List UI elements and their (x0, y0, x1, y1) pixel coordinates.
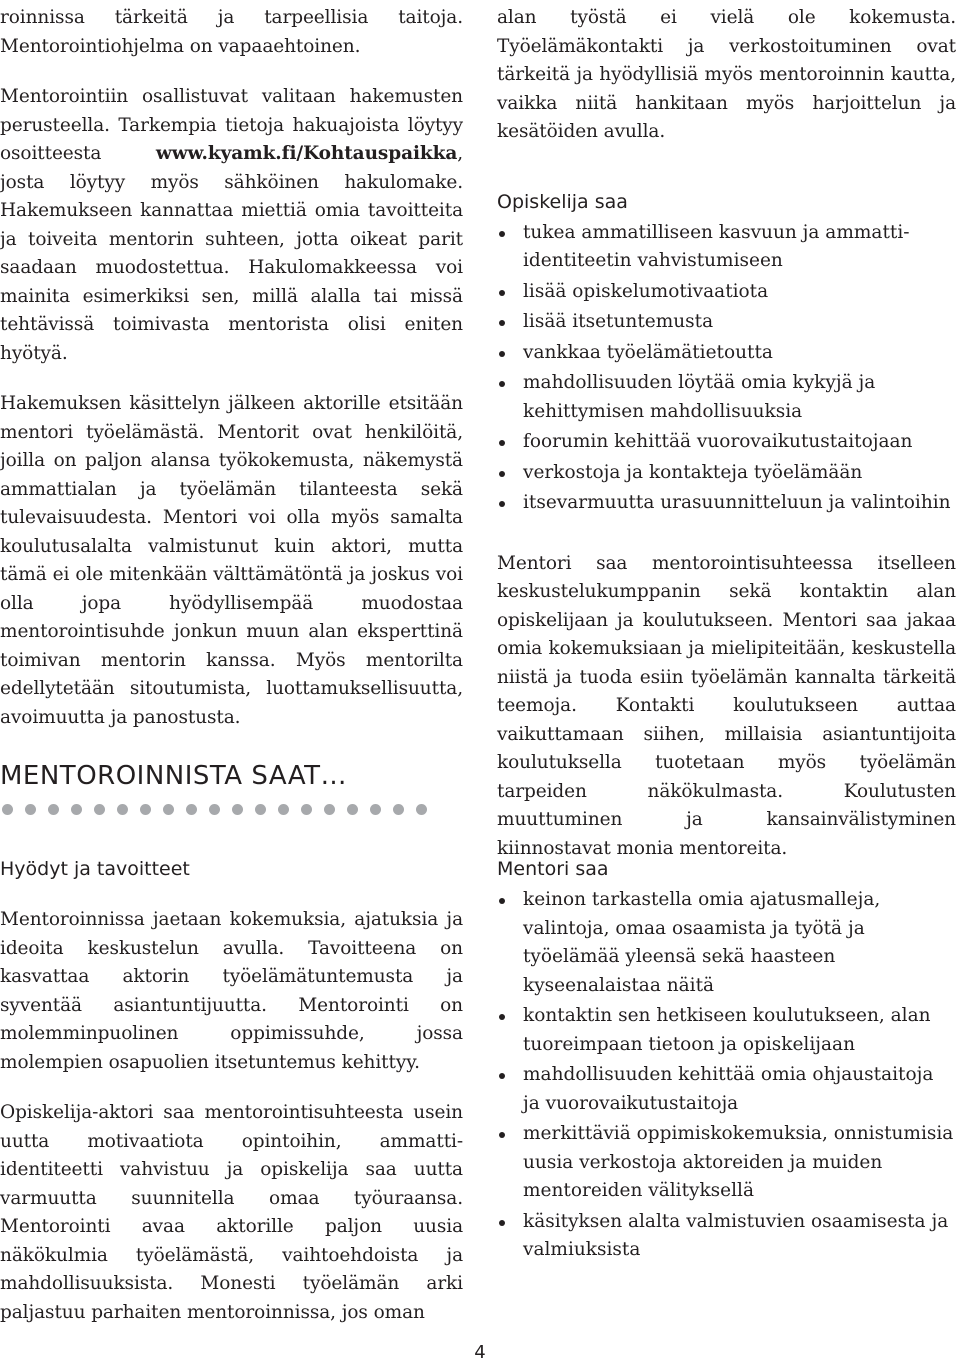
dot-icon (209, 804, 220, 815)
website-link[interactable]: www.kyamk.fi/Kohtauspaikka (155, 143, 458, 164)
dot-icon (278, 804, 289, 815)
dot-icon (255, 804, 266, 815)
list-item: käsityksen alalta valmistuvien osaamisesta ja valmiuksista (497, 1208, 956, 1265)
dot-icon (393, 804, 404, 815)
dot-icon (25, 804, 36, 815)
dot-icon (416, 804, 427, 815)
list-item: kontaktin sen hetkiseen koulutukseen, alan tuoreimpaan tietoon ja opiskelijaan (497, 1002, 956, 1059)
paragraph: roinnissa tärkeitä ja tarpeellisia taitoja. Mentorointiohjelma on vapaaehtoinen. (0, 7, 463, 57)
dot-icon (48, 804, 59, 815)
dot-icon (186, 804, 197, 815)
dot-icon (301, 804, 312, 815)
dot-icon (94, 804, 105, 815)
student-benefits-list (497, 219, 956, 518)
page-number: 4 (474, 1342, 486, 1363)
list-item: keinon tarkastella omia ajatusmalleja, valintoja, omaa osaamista ja työtä ja työelämää yleensä sekä haasteen kyseenalaistaa näitä (497, 886, 956, 1000)
dot-icon (347, 804, 358, 815)
list-item: itsevarmuutta urasuunnitteluun ja valintoihin (497, 489, 956, 518)
section-heading-block (0, 760, 470, 815)
dot-icon (71, 804, 82, 815)
list-item: lisää itsetuntemusta (497, 308, 956, 337)
paragraph: Opiskelija-aktori saa mentorointisuhteesta usein uutta motivaatiota opintoihin, ammatti-identiteetti vahvistuu ja opiskelija saa uutta varmuutta suunnitella omaa työuraansa. Mentorointi avaa aktorille paljon uusia näkökulmia työelämästä, vaihtoehdoista ja mahdollisuuksista. Monesti työelämän arki paljastuu parhaiten mentoroinnissa, jos oman (0, 1102, 463, 1323)
list-item: lisää opiskelumotivaatiota (497, 278, 956, 307)
mentor-heading: Mentori saa (497, 858, 609, 880)
dot-icon (324, 804, 335, 815)
dot-icon (2, 804, 13, 815)
dot-icon (140, 804, 151, 815)
list-item: tukea ammatilliseen kasvuun ja ammatti-identiteetin vahvistumiseen (497, 219, 956, 276)
dot-icon (232, 804, 243, 815)
list-item: merkittäviä oppimiskokemuksia, onnistumisia uusia verkostoja aktoreiden ja muiden mentoreiden välityksellä (497, 1120, 956, 1206)
right-column-top (497, 4, 956, 863)
list-item: mahdollisuuden kehittää omia ohjaustaitoja ja vuorovaikutustaitoja (497, 1061, 956, 1118)
list-item: mahdollisuuden löytää omia kykyjä ja kehittymisen mahdollisuuksia (497, 369, 956, 426)
dot-icon (117, 804, 128, 815)
dot-rule (0, 804, 470, 815)
student-heading: Opiskelija saa (497, 190, 628, 213)
section-heading: MENTOROINNISTA SAAT… (0, 761, 347, 791)
mentor-benefits-list (497, 886, 956, 1265)
right-column-bottom (497, 856, 956, 1267)
list-item: verkostoja ja kontakteja työelämään (497, 459, 956, 488)
benefits-heading: Hyödyt ja tavoitteet (0, 858, 190, 880)
paragraph: Mentori saa mentorointisuhteessa itselleen keskustelukumppanin sekä kontaktin alan opiskelijaan ja koulutukseen. Mentori saa jakaa omia kokemuksiaan ja mielipiteitään, keskustella niistä ja tuoda esiin työelämän kannalta tärkeitä teemoja. Kontakti koulutukseen auttaa vaikuttamaan siihen, millaisia asiantuntijoita koulutuksella tuotetaan myös työelämän tarpeiden näkökulmasta. Koulutusten muuttuminen ja kansainvälistyminen kiinnostavat monia mentoreita. (497, 552, 956, 859)
paragraph: Hakemuksen käsittelyn jälkeen aktorille etsitään mentori työelämästä. Mentorit ovat henkilöitä, joilla on paljon alansa työkokemusta, näkemystä ammattialan ja työelämän tilanteesta sekä tulevaisuudesta. Mentori voi olla myös samalta koulutusalalta valmistunut kuin aktori, mutta tämä ei ole mitenkään välttämätöntä ja joskus voi olla jopa hyödyllisempää muodostaa mentorointisuhde jonkun muun alan eksperttinä toimivan mentorin kanssa. Myös mentorilta edellytetään sitoutumista, luottamuksellisuutta, avoimuutta ja panostusta. (0, 393, 463, 728)
dot-icon (163, 804, 174, 815)
paragraph: Mentoroinnissa jaetaan kokemuksia, ajatuksia ja ideoita keskustelun avulla. Tavoitteena on kasvattaa aktorin työelämätuntemusta ja syventää asiantuntijuutta. Mentorointi on molemminpuolinen oppimissuhde, jossa molempien osapuolien itsetuntemus kehittyy. (0, 909, 463, 1073)
paragraph-application: Mentorointiin osallistuvat valitaan hakemusten perusteella. Tarkempia tietoja hakuajoista löytyy osoitteesta www.kyamk.fi/Kohtauspaikka, josta löytyy myös sähköinen hakulomake. Hakemukseen kannattaa miettiä omia tavoitteita ja toiveita mentorin suhteen, jotta oikeat parit saadaan muodostettua. Hakulomakkeessa voi mainita esimerkiksi sen, millä alalla tai missä tehtävissä toimivasta mentorista olisi eniten hyötyä. (0, 86, 463, 364)
left-column-bottom (0, 856, 463, 1327)
list-item: foorumin kehittää vuorovaikutustaitojaan (497, 428, 956, 457)
dot-icon (370, 804, 381, 815)
left-column-top (0, 4, 463, 732)
list-item: vankkaa työelämätietoutta (497, 339, 956, 368)
paragraph: alan työstä ei vielä ole kokemusta. Työelämäkontakti ja verkostoituminen ovat tärkeitä ja hyödyllisiä myös mentoroinnin kautta, vaikka niitä hankitaan myös harjoittelun ja kesätöiden avulla. (497, 7, 956, 142)
